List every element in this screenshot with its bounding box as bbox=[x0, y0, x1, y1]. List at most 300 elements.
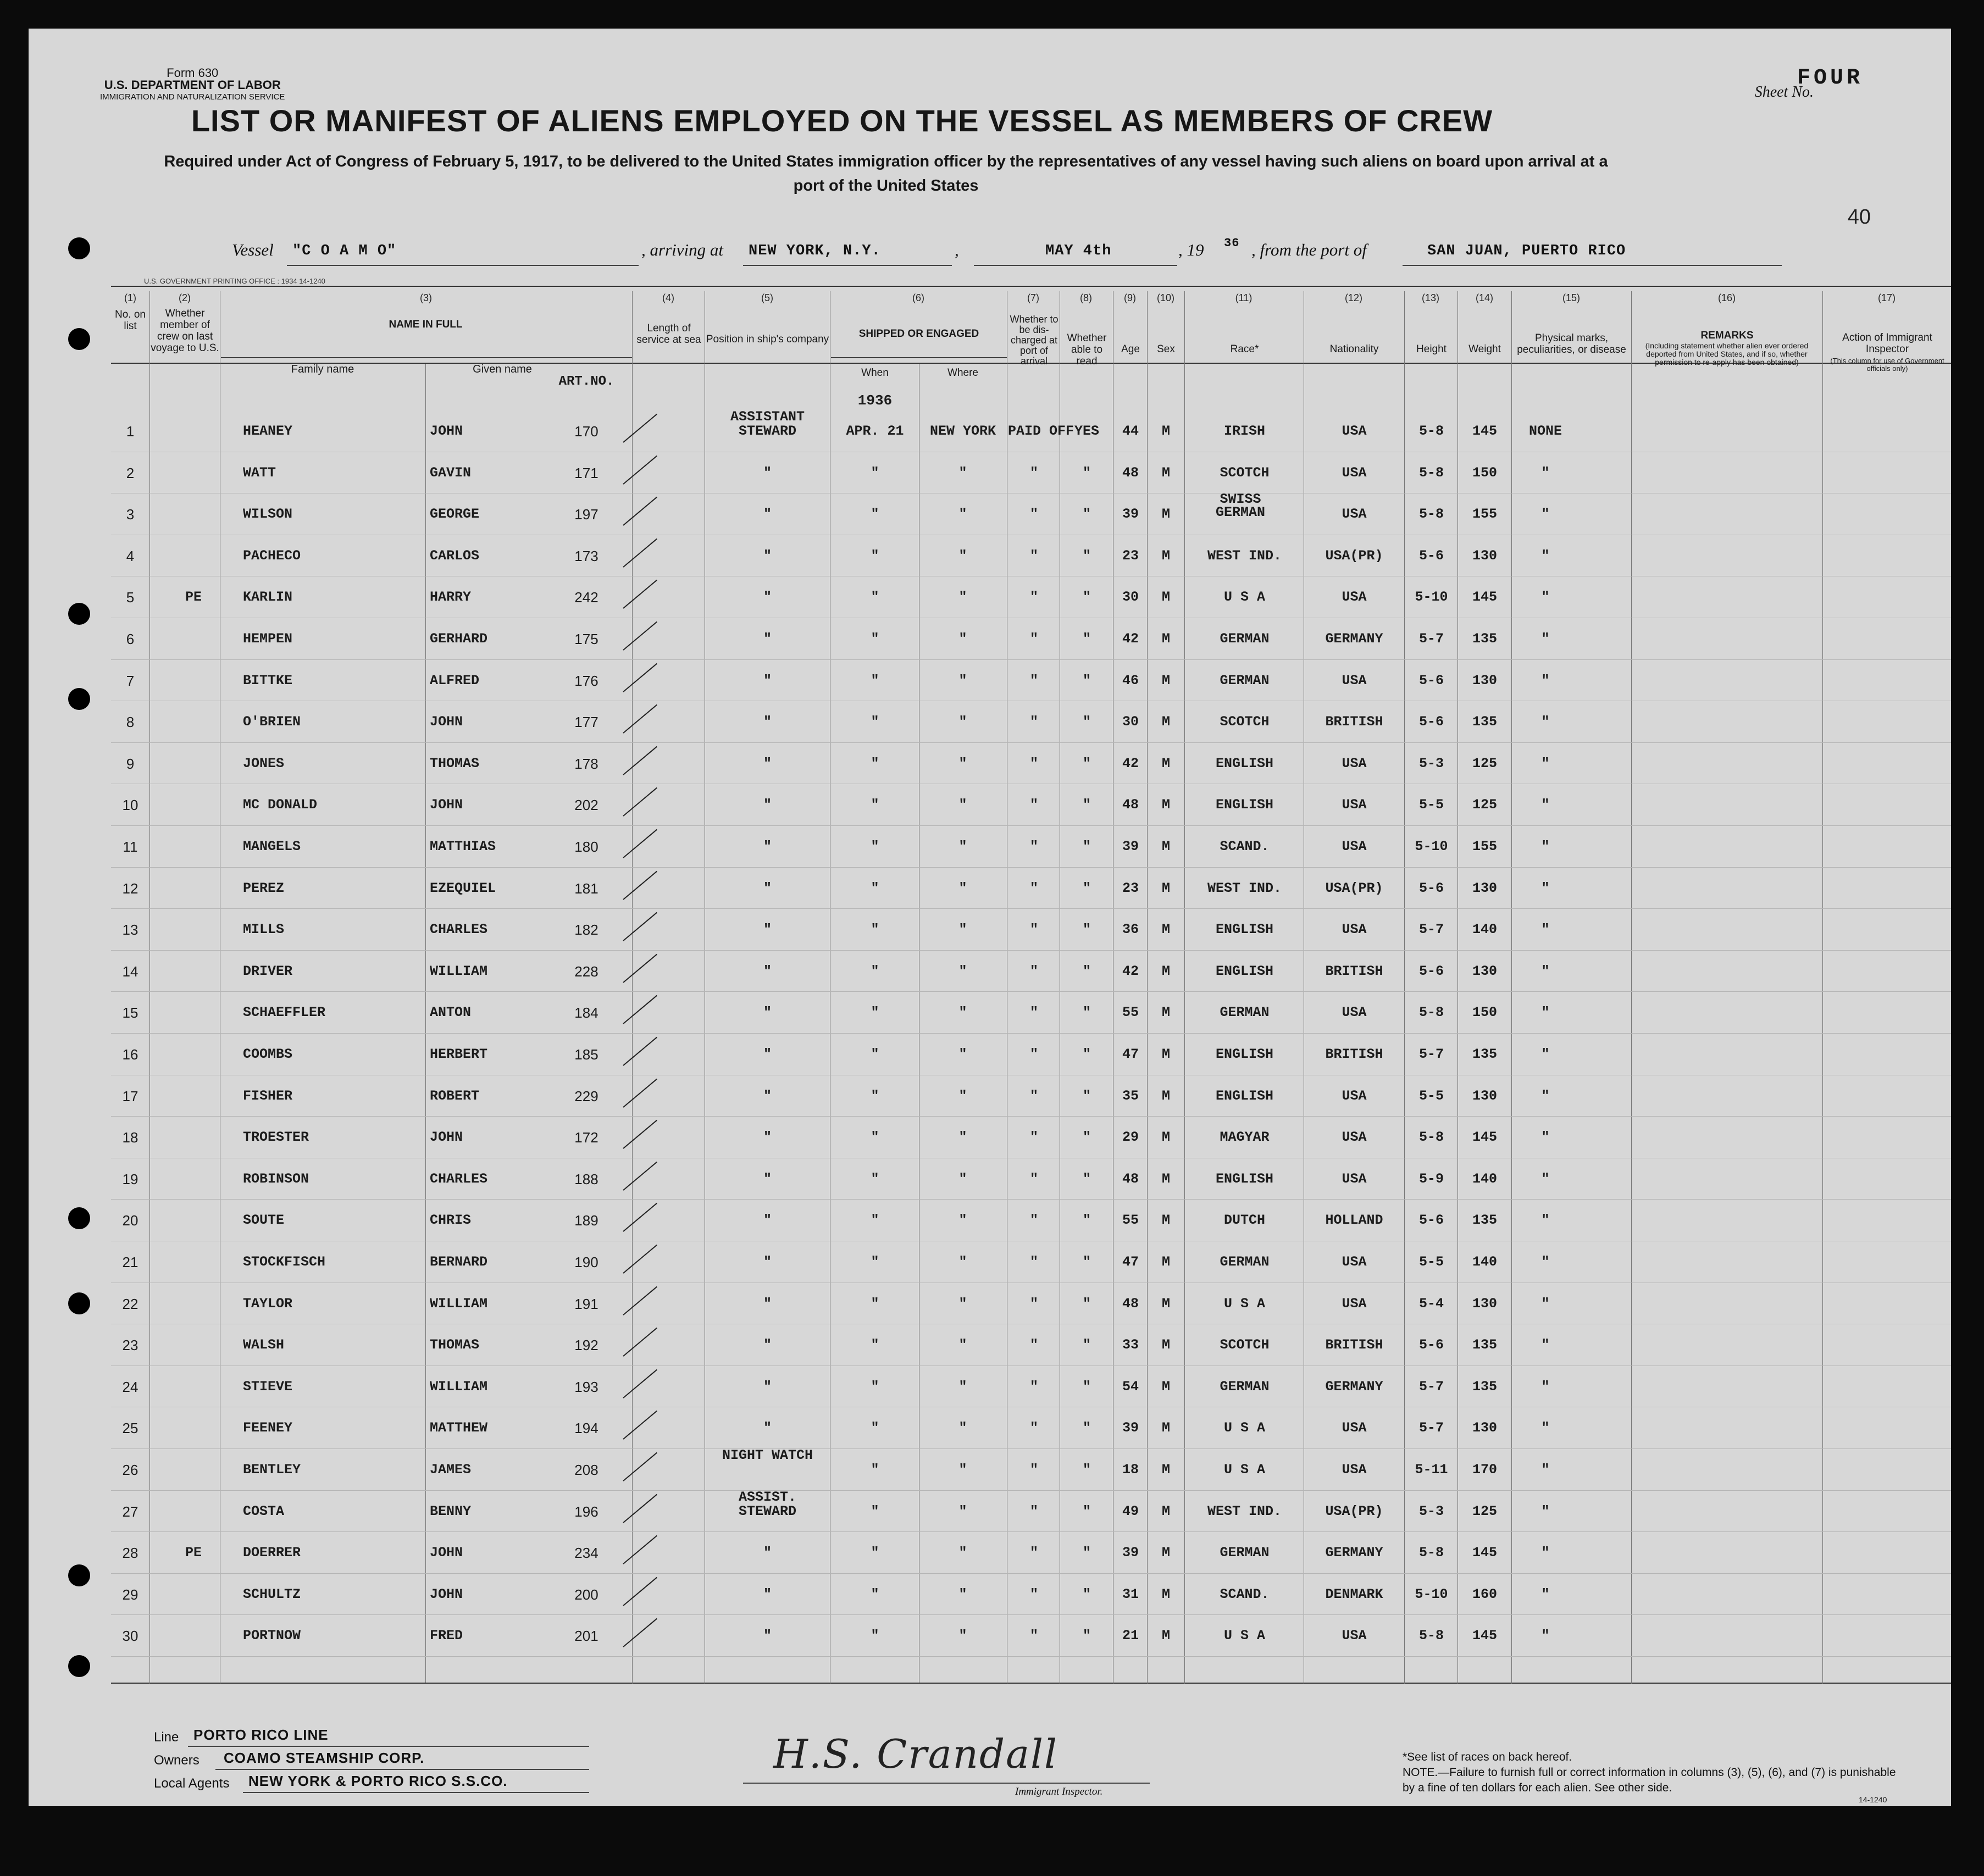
column-number: (12) bbox=[1344, 292, 1362, 303]
cell-row-number: 16 bbox=[122, 1046, 138, 1063]
cell-physical-marks: NONE bbox=[1528, 423, 1562, 439]
cell-position: " bbox=[763, 506, 772, 523]
cell-shipped-where: " bbox=[958, 1212, 967, 1229]
column-number: (5) bbox=[761, 292, 773, 303]
binder-hole bbox=[68, 603, 90, 625]
arrival-date: MAY 4th bbox=[1045, 243, 1112, 259]
column-number: (1) bbox=[124, 292, 136, 303]
penalty-note: NOTE.—Failure to furnish full or correct information in columns (3), (5), (6), and (7) is punishable by a fine of ten dollars for each alien. See other side. bbox=[1403, 1766, 1896, 1794]
check-mark bbox=[623, 1120, 657, 1149]
cell-shipped-when: " bbox=[871, 1586, 879, 1602]
cell-discharged: " bbox=[1029, 1545, 1038, 1561]
col-remarks: REMARKS bbox=[1700, 330, 1754, 341]
cell-row-number: 30 bbox=[122, 1628, 138, 1645]
row-rule bbox=[111, 1033, 1951, 1034]
check-mark bbox=[623, 1203, 657, 1232]
check-mark bbox=[623, 995, 657, 1024]
cell-height: 5-6 bbox=[1418, 672, 1444, 689]
cell-row-number: 26 bbox=[122, 1462, 138, 1478]
check-mark bbox=[623, 1535, 657, 1564]
subheader-rule bbox=[831, 357, 1007, 358]
cell-able-to-read: YES bbox=[1074, 423, 1099, 439]
cell-shipped-when: " bbox=[871, 631, 879, 647]
cell-row-number: 18 bbox=[122, 1129, 138, 1146]
cell-able-to-read: " bbox=[1082, 1129, 1091, 1146]
cell-nationality: BRITISH bbox=[1325, 1046, 1383, 1062]
cell-physical-marks: " bbox=[1541, 464, 1550, 481]
cell-nationality: USA bbox=[1342, 1087, 1367, 1104]
check-mark bbox=[623, 1577, 657, 1606]
cell-shipped-when: " bbox=[871, 1545, 879, 1561]
cell-article-number: 242 bbox=[574, 589, 598, 606]
cell-age: 39 bbox=[1122, 1420, 1139, 1436]
cell-height: 5-3 bbox=[1418, 755, 1444, 772]
col-member-last-voyage: Whether member of crew on last voyage to U.S. bbox=[151, 308, 219, 354]
check-mark bbox=[623, 621, 657, 651]
cell-article-number: 184 bbox=[574, 1004, 598, 1022]
cell-race: ENGLISH bbox=[1215, 755, 1274, 772]
cell-height: 5-8 bbox=[1418, 1004, 1444, 1021]
cell-shipped-where: " bbox=[958, 1545, 967, 1561]
cell-shipped-when: " bbox=[871, 839, 879, 854]
cell-article-number: 182 bbox=[574, 922, 598, 939]
cell-age: 46 bbox=[1122, 672, 1139, 689]
owners-fill-line bbox=[215, 1769, 589, 1770]
column-divider bbox=[1457, 291, 1458, 1684]
cell-height: 5-8 bbox=[1418, 464, 1444, 481]
cell-shipped-where: " bbox=[958, 922, 967, 938]
cell-race: GERMAN bbox=[1220, 1254, 1270, 1270]
cell-able-to-read: " bbox=[1082, 922, 1091, 938]
cell-weight: 135 bbox=[1472, 1212, 1497, 1229]
cell-physical-marks: " bbox=[1541, 880, 1550, 896]
cell-race: SWISS GERMAN bbox=[1215, 491, 1265, 521]
cell-able-to-read: " bbox=[1082, 797, 1091, 813]
cell-discharged: " bbox=[1029, 506, 1038, 523]
cell-weight: 145 bbox=[1472, 1628, 1497, 1644]
cell-nationality: USA bbox=[1342, 1129, 1367, 1146]
col-name-in-full: NAME IN FULL bbox=[389, 319, 463, 330]
cell-height: 5-6 bbox=[1418, 963, 1444, 979]
binder-hole bbox=[68, 1292, 90, 1314]
cell-sex: M bbox=[1161, 547, 1170, 564]
binder-hole bbox=[68, 688, 90, 710]
cell-discharged: " bbox=[1029, 1046, 1038, 1062]
cell-able-to-read: " bbox=[1082, 714, 1091, 730]
cell-weight: 145 bbox=[1472, 1545, 1497, 1561]
cell-discharged: " bbox=[1029, 464, 1038, 481]
cell-sex: M bbox=[1161, 797, 1170, 813]
cell-shipped-when: " bbox=[871, 1254, 879, 1270]
check-mark bbox=[623, 663, 657, 692]
cell-shipped-where: " bbox=[958, 1004, 967, 1021]
cell-weight: 140 bbox=[1472, 1254, 1497, 1270]
page-subtitle: Required under Act of Congress of February 5, 1917, to be delivered to the United States immigration officer by the representatives of any vessel having such aliens on board upon arrival at a port of the United States bbox=[164, 153, 1608, 195]
cell-prior-voyage-mark: PE bbox=[185, 1545, 202, 1561]
cell-nationality: USA bbox=[1342, 1628, 1367, 1644]
cell-age: 47 bbox=[1122, 1254, 1139, 1270]
cell-row-number: 8 bbox=[126, 714, 135, 731]
cell-given-name: JOHN bbox=[430, 1545, 463, 1561]
cell-able-to-read: " bbox=[1082, 1046, 1091, 1062]
cell-nationality: BRITISH bbox=[1325, 714, 1383, 730]
cell-able-to-read: " bbox=[1082, 672, 1091, 689]
cell-shipped-when: " bbox=[871, 714, 879, 730]
cell-height: 5-8 bbox=[1418, 423, 1444, 439]
col-sex: Sex bbox=[1157, 343, 1175, 355]
cell-age: 54 bbox=[1122, 1378, 1139, 1395]
row-rule bbox=[111, 1448, 1951, 1449]
cell-race: ENGLISH bbox=[1215, 922, 1274, 938]
cell-discharged: PAID OFF bbox=[1008, 423, 1074, 439]
cell-physical-marks: " bbox=[1541, 1503, 1550, 1519]
cell-physical-marks: " bbox=[1541, 755, 1550, 772]
binder-hole bbox=[68, 1564, 90, 1586]
cell-article-number: 192 bbox=[574, 1337, 598, 1354]
cell-family-name: HEANEY bbox=[243, 423, 293, 439]
cell-family-name: ROBINSON bbox=[243, 1170, 309, 1187]
cell-family-name: KARLIN bbox=[243, 589, 293, 606]
table-bottom-rule bbox=[111, 1683, 1951, 1684]
check-mark bbox=[623, 1162, 657, 1191]
cell-article-number: 175 bbox=[574, 631, 598, 647]
cell-able-to-read: " bbox=[1082, 963, 1091, 979]
cell-weight: 140 bbox=[1472, 922, 1497, 938]
cell-family-name: BITTKE bbox=[243, 672, 293, 689]
cell-row-number: 19 bbox=[122, 1170, 138, 1187]
cell-shipped-when: " bbox=[871, 1295, 879, 1312]
year-shipped: 1936 bbox=[857, 392, 893, 409]
cell-prior-voyage-mark: PE bbox=[185, 589, 202, 606]
cell-row-number: 24 bbox=[122, 1378, 138, 1395]
cell-age: 33 bbox=[1122, 1337, 1139, 1353]
cell-shipped-when: APR. 21 bbox=[846, 423, 904, 439]
cell-age: 48 bbox=[1122, 1295, 1139, 1312]
cell-nationality: USA bbox=[1342, 797, 1367, 813]
cell-given-name: BERNARD bbox=[430, 1254, 488, 1270]
cell-age: 39 bbox=[1122, 839, 1139, 854]
cell-weight: 125 bbox=[1472, 797, 1497, 813]
column-number: (13) bbox=[1421, 292, 1439, 303]
cell-given-name: FRED bbox=[430, 1628, 463, 1644]
cell-weight: 155 bbox=[1472, 506, 1497, 523]
cell-row-number: 28 bbox=[122, 1545, 138, 1562]
cell-sex: M bbox=[1161, 1503, 1170, 1519]
cell-position: " bbox=[763, 1337, 772, 1353]
cell-shipped-when: " bbox=[871, 922, 879, 938]
cell-shipped-when: " bbox=[871, 506, 879, 523]
cell-physical-marks: " bbox=[1541, 1462, 1550, 1478]
manifest-sheet bbox=[29, 29, 1951, 1806]
cell-row-number: 17 bbox=[122, 1087, 138, 1104]
cell-race: IRISH bbox=[1223, 423, 1265, 439]
cell-given-name: JOHN bbox=[430, 423, 463, 439]
cell-nationality: USA(PR) bbox=[1325, 547, 1383, 564]
cell-race: MAGYAR bbox=[1220, 1129, 1270, 1146]
check-mark bbox=[623, 1328, 657, 1357]
cell-physical-marks: " bbox=[1541, 547, 1550, 564]
cell-weight: 160 bbox=[1472, 1586, 1497, 1602]
cell-position: " bbox=[763, 1420, 772, 1436]
cell-able-to-read: " bbox=[1082, 1212, 1091, 1229]
cell-able-to-read: " bbox=[1082, 1170, 1091, 1187]
cell-race: WEST IND. bbox=[1207, 880, 1282, 896]
cell-age: 48 bbox=[1122, 464, 1139, 481]
col-action-note: (This column for use of Government officials only) bbox=[1830, 357, 1944, 373]
cell-family-name: JONES bbox=[243, 755, 285, 772]
cell-given-name: JOHN bbox=[430, 1586, 463, 1602]
cell-article-number: 234 bbox=[574, 1545, 598, 1562]
cell-age: 39 bbox=[1122, 506, 1139, 523]
cell-physical-marks: " bbox=[1541, 1378, 1550, 1395]
cell-family-name: STIEVE bbox=[243, 1378, 293, 1395]
cell-nationality: USA bbox=[1342, 1420, 1367, 1436]
inspector-label: Immigrant Inspector. bbox=[1015, 1786, 1103, 1797]
cell-shipped-when: " bbox=[871, 1087, 879, 1104]
col-family-name: Family name bbox=[291, 363, 354, 375]
cell-given-name: THOMAS bbox=[430, 1337, 480, 1353]
check-mark bbox=[623, 829, 657, 858]
cell-shipped-where: " bbox=[958, 1462, 967, 1478]
line-label: Line bbox=[154, 1730, 179, 1745]
check-mark bbox=[623, 1078, 657, 1107]
cell-age: 55 bbox=[1122, 1004, 1139, 1021]
cell-race: GERMAN bbox=[1220, 1545, 1270, 1561]
column-divider bbox=[1184, 291, 1185, 1684]
cell-shipped-where: " bbox=[958, 880, 967, 896]
cell-physical-marks: " bbox=[1541, 1295, 1550, 1312]
cell-position: ASSIST. STEWARD bbox=[738, 1489, 797, 1519]
cell-row-number: 6 bbox=[126, 631, 135, 647]
binder-hole bbox=[68, 1655, 90, 1677]
col-length-service: Length of service at sea bbox=[636, 323, 701, 346]
cell-shipped-when: " bbox=[871, 589, 879, 606]
row-rule bbox=[111, 867, 1951, 868]
cell-able-to-read: " bbox=[1082, 589, 1091, 606]
cell-weight: 125 bbox=[1472, 1503, 1497, 1519]
cell-position: " bbox=[763, 922, 772, 938]
cell-sex: M bbox=[1161, 506, 1170, 523]
column-number: (7) bbox=[1027, 292, 1039, 303]
cell-discharged: " bbox=[1029, 1212, 1038, 1229]
cell-position: " bbox=[763, 1586, 772, 1602]
cell-row-number: 4 bbox=[126, 547, 135, 564]
cell-given-name: BENNY bbox=[430, 1503, 472, 1519]
cell-position: " bbox=[763, 1129, 772, 1146]
cell-family-name: TAYLOR bbox=[243, 1295, 293, 1312]
cell-sex: M bbox=[1161, 1004, 1170, 1021]
check-mark bbox=[623, 1369, 657, 1398]
cell-nationality: USA bbox=[1342, 589, 1367, 606]
column-number: (15) bbox=[1562, 292, 1580, 303]
cell-family-name: MC DONALD bbox=[243, 797, 318, 813]
cell-given-name: WILLIAM bbox=[430, 1378, 488, 1395]
cell-shipped-where: " bbox=[958, 631, 967, 647]
cell-discharged: " bbox=[1029, 1462, 1038, 1478]
column-divider bbox=[1511, 291, 1512, 1684]
cell-shipped-where: " bbox=[958, 797, 967, 813]
races-note: *See list of races on back hereof. bbox=[1403, 1751, 1572, 1763]
cell-able-to-read: " bbox=[1082, 1586, 1091, 1602]
cell-physical-marks: " bbox=[1541, 672, 1550, 689]
cell-weight: 125 bbox=[1472, 755, 1497, 772]
column-divider bbox=[1631, 291, 1632, 1684]
cell-shipped-where: " bbox=[958, 1586, 967, 1602]
cell-able-to-read: " bbox=[1082, 506, 1091, 523]
cell-family-name: DRIVER bbox=[243, 963, 293, 979]
col-art-no: ART.NO. bbox=[558, 374, 614, 389]
cell-age: 30 bbox=[1122, 714, 1139, 730]
cell-row-number: 13 bbox=[122, 922, 138, 939]
cell-nationality: USA bbox=[1342, 672, 1367, 689]
cell-row-number: 14 bbox=[122, 963, 138, 980]
cell-height: 5-6 bbox=[1418, 1212, 1444, 1229]
cell-height: 5-10 bbox=[1415, 839, 1448, 854]
cell-position: " bbox=[763, 547, 772, 564]
check-mark bbox=[623, 704, 657, 734]
agents-value: NEW YORK & PORTO RICO S.S.CO. bbox=[248, 1773, 508, 1789]
cell-row-number: 27 bbox=[122, 1503, 138, 1520]
cell-row-number: 11 bbox=[123, 839, 138, 855]
cell-race: ENGLISH bbox=[1215, 797, 1274, 813]
cell-able-to-read: " bbox=[1082, 1087, 1091, 1104]
cell-height: 5-11 bbox=[1415, 1462, 1448, 1478]
cell-sex: M bbox=[1161, 755, 1170, 772]
cell-sex: M bbox=[1161, 839, 1170, 854]
cell-shipped-when: " bbox=[871, 1004, 879, 1021]
cell-able-to-read: " bbox=[1082, 1503, 1091, 1519]
cell-sex: M bbox=[1161, 880, 1170, 896]
cell-age: 39 bbox=[1122, 1545, 1139, 1561]
cell-family-name: SCHULTZ bbox=[243, 1586, 301, 1602]
cell-physical-marks: " bbox=[1541, 1170, 1550, 1187]
cell-weight: 130 bbox=[1472, 963, 1497, 979]
check-mark bbox=[623, 954, 657, 983]
cell-family-name: WATT bbox=[243, 464, 276, 481]
cell-shipped-where: " bbox=[958, 1420, 967, 1436]
cell-race: U S A bbox=[1223, 1462, 1265, 1478]
cell-article-number: 229 bbox=[574, 1087, 598, 1104]
cell-physical-marks: " bbox=[1541, 1087, 1550, 1104]
cell-nationality: USA bbox=[1342, 1462, 1367, 1478]
row-rule bbox=[111, 1573, 1951, 1574]
col-shipped-engaged: SHIPPED OR ENGAGED bbox=[858, 328, 979, 340]
cell-discharged: " bbox=[1029, 1503, 1038, 1519]
cell-position: " bbox=[763, 1087, 772, 1104]
cell-shipped-when: " bbox=[871, 672, 879, 689]
cell-given-name: HARRY bbox=[430, 589, 472, 606]
cell-family-name: SCHAEFFLER bbox=[243, 1004, 326, 1021]
cell-race: SCAND. bbox=[1220, 839, 1270, 854]
cell-able-to-read: " bbox=[1082, 1628, 1091, 1644]
cell-shipped-where: " bbox=[958, 1087, 967, 1104]
cell-able-to-read: " bbox=[1082, 1420, 1091, 1436]
cell-shipped-where: " bbox=[958, 506, 967, 523]
cell-age: 18 bbox=[1122, 1462, 1139, 1478]
cell-age: 47 bbox=[1122, 1046, 1139, 1062]
cell-position: " bbox=[763, 1212, 772, 1229]
cell-nationality: GERMANY bbox=[1325, 631, 1383, 647]
cell-able-to-read: " bbox=[1082, 1254, 1091, 1270]
table-top-rule bbox=[111, 286, 1951, 287]
cell-family-name: FISHER bbox=[243, 1087, 293, 1104]
cell-nationality: USA bbox=[1342, 464, 1367, 481]
cell-weight: 135 bbox=[1472, 1046, 1497, 1062]
row-rule bbox=[111, 1116, 1951, 1117]
cell-row-number: 29 bbox=[122, 1586, 138, 1603]
check-mark bbox=[623, 414, 657, 443]
cell-weight: 130 bbox=[1472, 547, 1497, 564]
cell-weight: 145 bbox=[1472, 589, 1497, 606]
cell-race: GERMAN bbox=[1220, 672, 1270, 689]
cell-race: GERMAN bbox=[1220, 1378, 1270, 1395]
cell-shipped-where: " bbox=[958, 1378, 967, 1395]
cell-article-number: 188 bbox=[574, 1170, 598, 1187]
cell-height: 5-7 bbox=[1418, 1378, 1444, 1395]
cell-height: 5-8 bbox=[1418, 1129, 1444, 1146]
cell-shipped-where: " bbox=[958, 672, 967, 689]
column-number: (4) bbox=[662, 292, 674, 303]
cell-row-number: 12 bbox=[122, 880, 138, 897]
cell-able-to-read: " bbox=[1082, 839, 1091, 854]
cell-nationality: DENMARK bbox=[1325, 1586, 1383, 1602]
cell-given-name: JOHN bbox=[430, 714, 463, 730]
cell-physical-marks: " bbox=[1541, 1628, 1550, 1644]
cell-row-number: 22 bbox=[122, 1295, 138, 1312]
cell-able-to-read: " bbox=[1082, 1337, 1091, 1353]
check-mark bbox=[623, 870, 657, 900]
cell-race: SCOTCH bbox=[1220, 1337, 1270, 1353]
cell-sex: M bbox=[1161, 1295, 1170, 1312]
cell-article-number: 181 bbox=[574, 880, 598, 897]
cell-position: " bbox=[763, 631, 772, 647]
column-divider bbox=[149, 291, 150, 1684]
cell-weight: 135 bbox=[1472, 631, 1497, 647]
cell-age: 21 bbox=[1122, 1628, 1139, 1644]
cell-weight: 135 bbox=[1472, 714, 1497, 730]
col-able-to-read: Whether able to read bbox=[1067, 332, 1107, 367]
cell-discharged: " bbox=[1029, 797, 1038, 813]
cell-weight: 150 bbox=[1472, 1004, 1497, 1021]
arrival-fill-line bbox=[743, 265, 952, 266]
cell-shipped-when: " bbox=[871, 755, 879, 772]
cell-height: 5-7 bbox=[1418, 922, 1444, 938]
cell-given-name: GEORGE bbox=[430, 506, 480, 523]
cell-age: 35 bbox=[1122, 1087, 1139, 1104]
cell-able-to-read: " bbox=[1082, 1462, 1091, 1478]
check-mark bbox=[623, 1618, 657, 1647]
col-remarks-note: (Including statement whether alien ever ordered deported from United States, and if so, whether permission to re-apply has been obtained) bbox=[1645, 341, 1809, 367]
cell-nationality: USA bbox=[1342, 506, 1367, 523]
cell-sex: M bbox=[1161, 1254, 1170, 1270]
date-fill-line bbox=[974, 265, 1177, 266]
cell-position: " bbox=[763, 839, 772, 854]
cell-shipped-when: " bbox=[871, 1462, 879, 1478]
cell-able-to-read: " bbox=[1082, 547, 1091, 564]
cell-shipped-where: " bbox=[958, 1337, 967, 1353]
cell-discharged: " bbox=[1029, 963, 1038, 979]
cell-article-number: 173 bbox=[574, 547, 598, 564]
cell-shipped-when: " bbox=[871, 1212, 879, 1229]
cell-able-to-read: " bbox=[1082, 755, 1091, 772]
inspector-signature: H.S. Crandall bbox=[773, 1731, 1058, 1777]
check-mark bbox=[623, 1452, 657, 1481]
cell-age: 36 bbox=[1122, 922, 1139, 938]
cell-physical-marks: " bbox=[1541, 1046, 1550, 1062]
cell-given-name: THOMAS bbox=[430, 755, 480, 772]
cell-shipped-where: " bbox=[958, 1295, 967, 1312]
cell-given-name: ROBERT bbox=[430, 1087, 480, 1104]
